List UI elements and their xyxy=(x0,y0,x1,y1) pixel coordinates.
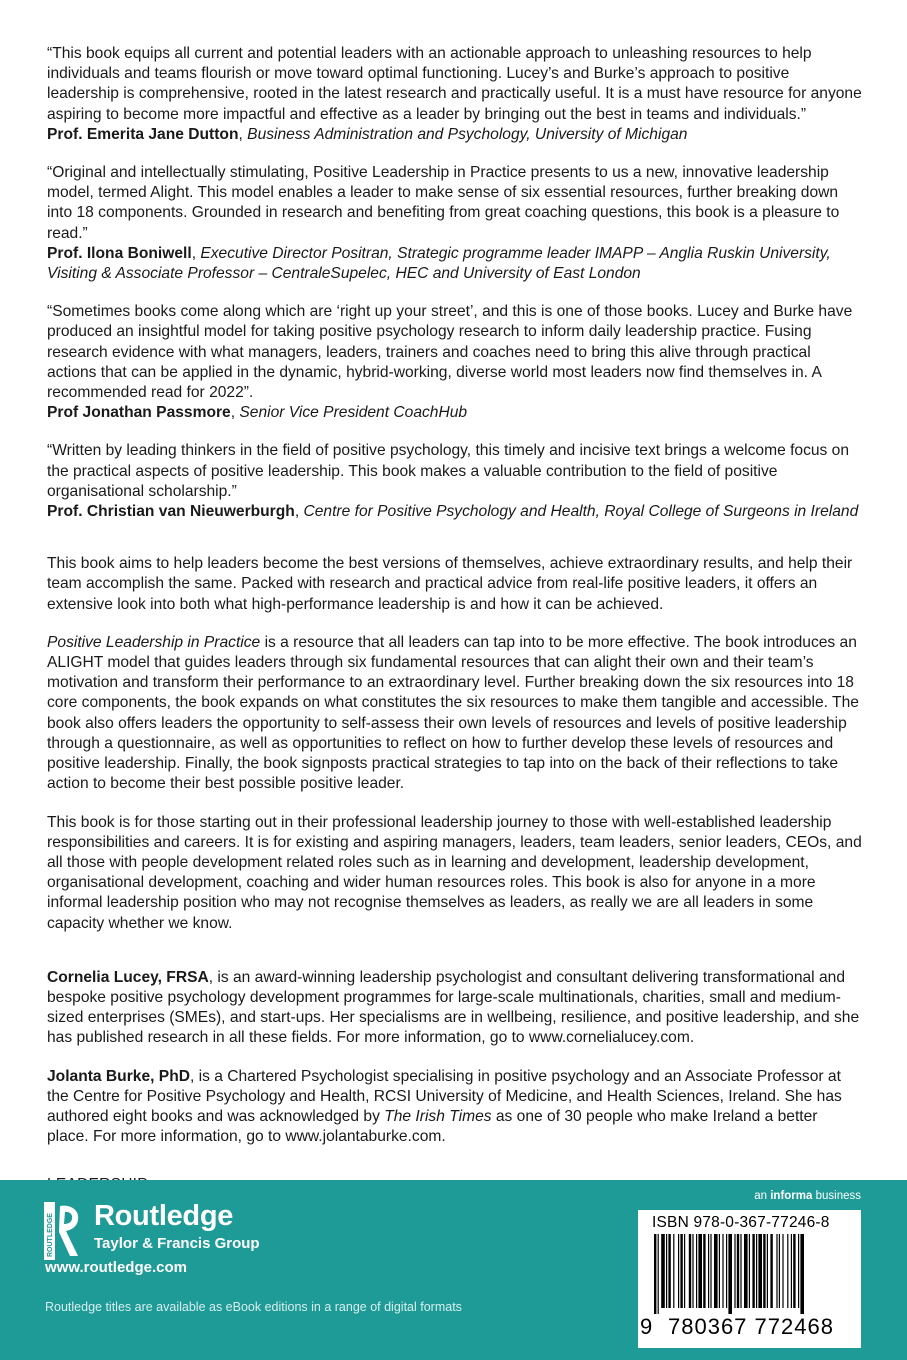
author-name: Jolanta Burke, PhD xyxy=(47,1067,190,1085)
ebook-note: Routledge titles are available as eBook editions in a range of digital formats xyxy=(45,1300,462,1314)
publisher-name: Routledge xyxy=(94,1200,234,1232)
barcode-bar xyxy=(680,1234,682,1308)
endorsement xyxy=(47,441,862,522)
endorser-name: Prof. Ilona Boniwell xyxy=(47,244,192,262)
barcode-bar xyxy=(703,1234,705,1308)
publisher-group: Taylor & Francis Group xyxy=(94,1235,260,1252)
endorsement-quote: “Original and intellectually stimulating, Positive Leadership in Practice presents to us a new, innovative leadership model, termed Alight. This model enables a leader to make sense of six essential resources, further breaking down into 18 components. Grounded in research and benefiting from great coaching questions, this book is a pleasure to read.” xyxy=(47,164,840,242)
barcode-bar xyxy=(752,1234,754,1308)
barcode-bar xyxy=(714,1234,718,1308)
barcode-bar xyxy=(776,1234,777,1308)
publisher-website: www.routledge.com xyxy=(45,1259,187,1276)
publication-title: The Irish Times xyxy=(384,1107,492,1125)
barcode-bar xyxy=(734,1234,735,1308)
barcode-bar xyxy=(661,1234,665,1308)
barcode-bar xyxy=(696,1234,697,1308)
endorser-affiliation: Executive Director Positran, Strategic programme leader IMAPP – Anglia Ruskin University, Visiting & Associate Professor – CentraleSupelec, HEC and University of East London xyxy=(47,244,831,283)
logo-vertical-text: ROUTLEDGE xyxy=(47,1213,54,1257)
endorsement xyxy=(47,302,862,423)
description-text: is a resource that all leaders can tap into to be more effective. The book introduces an ALIGHT model that guides leaders through six fundamental resources that can alight their own and their team’s motivation and transform their performance to an extraordinary level. Further breaking down the six resources into 18 core components, the book expands on what constitutes the six resources to make them tangible and accessible. The book also offers leaders the opportunity to self-assess their own levels of resources and levels of positive leadership through a questionnaire, as well as opportunities to reflect on how to further develop these levels of resources and positive leadership. Finally, the book signposts practical strategies to tap into on the back of their reflections to take action to become their best possible positive leader. xyxy=(47,633,859,793)
barcode-bar xyxy=(666,1234,667,1308)
endorser-name: Prof. Emerita Jane Dutton xyxy=(47,125,239,143)
endorsement-quote: “Sometimes books come along which are ‘right up your street’, and this is one of those books. Lucey and Burke have produced an insightful model for taking positive psychology research to inform daily leadership practice. Fusing research evidence with what managers, leaders, trainers and coaches need to bring this alive through practical actions that can be applied in the dynamic, hybrid-working, diverse world most leaders now find themselves in. A recommended read for 2022”. xyxy=(47,303,853,402)
barcode-bar xyxy=(798,1234,799,1308)
description-paragraph: This book aims to help leaders become the best versions of themselves, achieve extraordinary results, and help their team accomplish the same. Packed with research and practical advice from real-life positive leaders, it offers an extensive look into both what high-performance leadership is and how it can be achieved. xyxy=(47,555,853,613)
ean-digits: 780367 772468 xyxy=(668,1314,834,1339)
barcode-bar xyxy=(740,1234,741,1308)
routledge-logo-icon xyxy=(44,1202,84,1260)
ean-first-digit: 9 xyxy=(640,1314,653,1339)
barcode-bar xyxy=(749,1234,750,1308)
informa-suffix: business xyxy=(812,1190,861,1202)
barcode-bar xyxy=(654,1234,656,1314)
publisher-footer xyxy=(0,1180,907,1360)
barcode-icon xyxy=(646,1234,853,1314)
endorser-affiliation: Centre for Positive Psychology and Health, Royal College of Surgeons in Ireland xyxy=(303,503,859,521)
barcode-bar xyxy=(744,1234,748,1308)
author-bio xyxy=(47,968,862,1049)
endorsement-attribution: Prof Jonathan Passmore, Senior Vice President CoachHub xyxy=(47,404,468,422)
barcode-bar xyxy=(692,1234,693,1308)
barcode-bar xyxy=(708,1234,709,1308)
barcode-bar xyxy=(800,1234,804,1314)
barcode-bar xyxy=(756,1234,757,1308)
barcode-bar xyxy=(722,1234,723,1308)
endorsement-attribution: Prof. Emerita Jane Dutton, Business Administration and Psychology, University of Michigan xyxy=(47,125,688,143)
isbn-text: ISBN 978-0-367-77246-8 xyxy=(652,1214,830,1231)
back-cover-text xyxy=(47,44,862,1196)
description-paragraph xyxy=(47,633,862,795)
author-bio-text: , is a Chartered Psychologist specialising in positive psychology and an Associate Professor at the Centre for Positive Psychology and Health, RCSI University of Medicine, and Health Sciences, Ireland. She has authored eight books and was acknowledged by xyxy=(47,1067,842,1125)
barcode-bar xyxy=(791,1234,792,1308)
barcode-bar xyxy=(689,1234,691,1308)
endorsement-quote: “Written by leading thinkers in the field of positive psychology, this timely and incisive text brings a welcome focus on the practical aspects of positive leadership. This book makes a valuable contribution to the field of positive organisational scholarship.” xyxy=(47,442,850,500)
endorsement xyxy=(47,44,862,145)
barcode-bar xyxy=(779,1234,780,1308)
book-description xyxy=(47,554,862,933)
endorsement-attribution: Prof. Christian van Nieuwerburgh, Centre for Positive Psychology and Health, Royal College of Surgeons in Ireland xyxy=(47,503,859,521)
barcode-bar xyxy=(719,1234,720,1308)
informa-brand: informa xyxy=(770,1190,813,1202)
barcode-bar xyxy=(710,1234,711,1308)
barcode-bar xyxy=(726,1234,727,1308)
endorser-name: Prof. Christian van Nieuwerburgh xyxy=(47,503,295,521)
endorser-affiliation: Senior Vice President CoachHub xyxy=(239,404,468,422)
author-name: Cornelia Lucey, FRSA xyxy=(47,968,209,986)
barcode-bar xyxy=(678,1234,679,1308)
barcode-bar xyxy=(698,1234,702,1308)
barcode-bar xyxy=(668,1234,670,1308)
barcode-bar xyxy=(737,1234,739,1308)
informa-prefix: an xyxy=(754,1190,771,1202)
endorsement xyxy=(47,163,862,284)
barcode-bar xyxy=(758,1234,762,1308)
author-bio-text: , is an award-winning leadership psychologist and consultant delivering transformational and bespoke positive psychology development programmes for large-scale multinationals, charities, small and medium-sized enterprises (SMEs), and start-ups. Her specialisms are in wellbeing, resilience, and positive leadership, and she has published research in all these fields. For more information, go to www.cornelialucey.com. xyxy=(47,968,860,1047)
informa-tagline xyxy=(754,1190,861,1202)
author-bios xyxy=(47,968,862,1148)
barcode-bar xyxy=(763,1234,765,1308)
barcode-panel xyxy=(638,1210,861,1348)
endorser-affiliation: Business Administration and Psychology, University of Michigan xyxy=(247,125,688,143)
barcode-bar xyxy=(658,1234,659,1314)
endorsement-attribution: Prof. Ilona Boniwell, Executive Director Positran, Strategic programme leader IMAPP – Anglia Ruskin University, Visiting & Associate Professor – CentraleSupelec, HEC and University of East London xyxy=(47,244,831,283)
barcode-bar xyxy=(787,1234,788,1308)
barcode-bar xyxy=(793,1234,795,1308)
barcode-bar xyxy=(728,1234,732,1314)
barcode-bar xyxy=(673,1234,674,1308)
author-bio-text: as one of 30 people who make Ireland a better place. For more information, go to www.jolantaburke.com. xyxy=(47,1107,818,1146)
endorser-name: Prof Jonathan Passmore xyxy=(47,404,231,422)
description-paragraph: This book is for those starting out in their professional leadership journey to those with well-established leadership responsibilities and careers. It is for existing and aspiring managers, leaders, team leaders, senior leaders, CEOs, and all those with people development related roles such as in learning and development, leadership development, organisational development, coaching and wider human resources roles. This book is also for anyone in a more informal leadership position who may not recognise themselves as leaders, as really we are all leaders in some capacity whether we know. xyxy=(47,813,862,932)
book-title: Positive Leadership in Practice xyxy=(47,633,261,651)
author-bio xyxy=(47,1067,862,1148)
barcode-bar xyxy=(684,1234,685,1308)
barcode-bar xyxy=(770,1234,772,1308)
endorsement-quote: “This book equips all current and potential leaders with an actionable approach to unleashing resources to help individuals and teams flourish or move toward optimal functioning. Lucey’s and Burke’s approach to positive leadership is comprehensive, rooted in the latest research and practically useful. It is a must have resource for anyone aspiring to become more impactful and effective as a leader by bringing out the best in teams and individuals.” xyxy=(47,45,862,123)
barcode-bar xyxy=(782,1234,783,1308)
barcode-bar xyxy=(767,1234,768,1308)
